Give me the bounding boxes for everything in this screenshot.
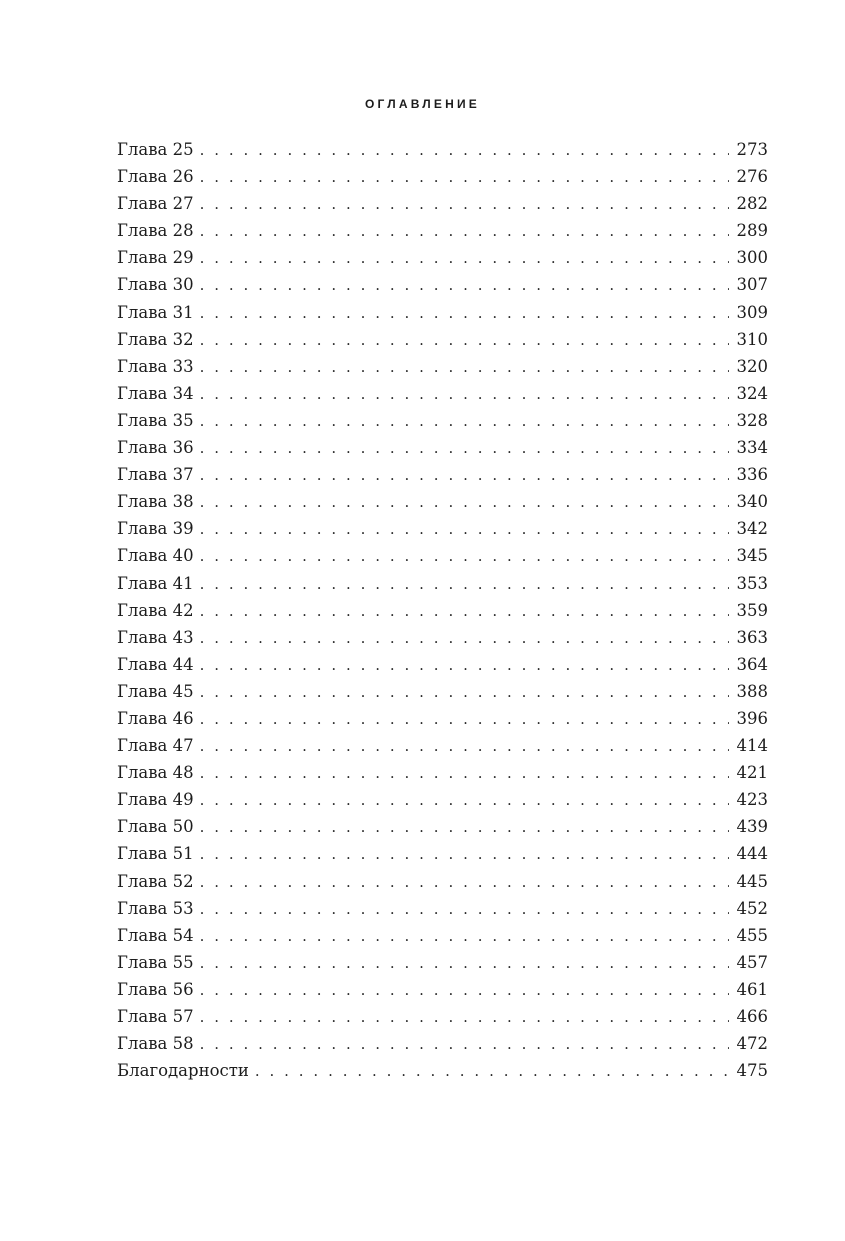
toc-entry-page-number: 336: [736, 465, 768, 485]
toc-entry[interactable]: [117, 515, 768, 542]
toc-list: [117, 136, 768, 1084]
toc-entry[interactable]: [117, 976, 768, 1003]
toc-entry[interactable]: [117, 1030, 768, 1057]
toc-entry-page-number: 457: [736, 952, 768, 972]
dot-leader: [200, 625, 729, 652]
toc-entry[interactable]: [117, 407, 768, 434]
toc-entry-page-number: 340: [736, 492, 768, 512]
toc-entry-page-number: 421: [736, 763, 768, 783]
toc-entry-page-number: 452: [736, 898, 768, 918]
toc-entry-title: Глава 42: [117, 600, 194, 620]
toc-entry[interactable]: [117, 597, 768, 624]
toc-entry[interactable]: [117, 1057, 768, 1084]
toc-entry-title: Глава 47: [117, 736, 194, 756]
toc-entry-page-number: 320: [736, 356, 768, 376]
toc-entry-page-number: 345: [736, 546, 768, 566]
toc-entry-page-number: 359: [736, 600, 768, 620]
dot-leader: [200, 571, 729, 598]
toc-entry-title: Глава 49: [117, 790, 194, 810]
toc-entry[interactable]: [117, 461, 768, 488]
toc-entry-title: Глава 27: [117, 194, 194, 214]
toc-entry[interactable]: [117, 759, 768, 786]
toc-entry[interactable]: [117, 380, 768, 407]
dot-leader: [200, 896, 729, 923]
dot-leader: [200, 516, 729, 543]
dot-leader: [200, 706, 729, 733]
toc-entry-title: Глава 51: [117, 844, 194, 864]
toc-entry[interactable]: [117, 786, 768, 813]
dot-leader: [200, 164, 729, 191]
dot-leader: [200, 300, 729, 327]
dot-leader: [200, 923, 729, 950]
toc-entry-title: Глава 39: [117, 519, 194, 539]
toc-entry-title: Глава 56: [117, 979, 194, 999]
toc-entry-page-number: 475: [736, 1061, 768, 1081]
toc-entry-page-number: 423: [736, 790, 768, 810]
toc-entry[interactable]: [117, 163, 768, 190]
toc-entry-page-number: 455: [736, 925, 768, 945]
toc-entry-page-number: 353: [736, 573, 768, 593]
dot-leader: [200, 598, 729, 625]
dot-leader: [200, 354, 729, 381]
toc-entry-title: Глава 43: [117, 627, 194, 647]
toc-entry[interactable]: [117, 705, 768, 732]
toc-entry[interactable]: [117, 353, 768, 380]
toc-entry-page-number: 310: [736, 329, 768, 349]
toc-entry-page-number: 334: [736, 438, 768, 458]
toc-entry[interactable]: [117, 244, 768, 271]
dot-leader: [200, 950, 729, 977]
toc-entry-page-number: 289: [736, 221, 768, 241]
toc-entry-title: Глава 34: [117, 383, 194, 403]
toc-entry[interactable]: [117, 488, 768, 515]
toc-entry[interactable]: [117, 434, 768, 461]
toc-entry-page-number: 273: [736, 140, 768, 159]
toc-entry[interactable]: [117, 678, 768, 705]
toc-entry[interactable]: [117, 271, 768, 298]
toc-entry-page-number: 444: [736, 844, 768, 864]
dot-leader: [200, 814, 729, 841]
dot-leader: [200, 462, 729, 489]
toc-entry-title: Глава 53: [117, 898, 194, 918]
dot-leader: [200, 733, 729, 760]
toc-entry-page-number: 461: [736, 979, 768, 999]
toc-entry-title: Глава 26: [117, 167, 194, 187]
toc-entry[interactable]: [117, 542, 768, 569]
toc-entry-title: Глава 48: [117, 763, 194, 783]
toc-entry-title: Глава 33: [117, 356, 194, 376]
toc-entry-page-number: 328: [736, 410, 768, 430]
toc-entry-title: Глава 29: [117, 248, 194, 268]
toc-heading: ОГЛАВЛЕНИЕ: [364, 97, 480, 111]
toc-entry[interactable]: [117, 840, 768, 867]
dot-leader: [200, 841, 729, 868]
toc-entry[interactable]: [117, 868, 768, 895]
toc-entry-title: Глава 31: [117, 302, 194, 322]
dot-leader: [200, 408, 729, 435]
toc-entry-title: Глава 35: [117, 410, 194, 430]
toc-entry-page-number: 309: [736, 302, 768, 322]
toc-entry-title: Глава 40: [117, 546, 194, 566]
toc-entry-title: Глава 37: [117, 465, 194, 485]
dot-leader: [200, 977, 729, 1004]
dot-leader: [200, 869, 729, 896]
toc-entry[interactable]: [117, 299, 768, 326]
dot-leader: [200, 191, 729, 218]
toc-entry-page-number: 307: [736, 275, 768, 295]
dot-leader: [200, 272, 729, 299]
toc-entry[interactable]: [117, 813, 768, 840]
toc-entry[interactable]: [117, 136, 768, 163]
dot-leader: [200, 543, 729, 570]
toc-entry-page-number: 342: [736, 519, 768, 539]
toc-entry-title: Благодарности: [117, 1061, 249, 1081]
toc-entry[interactable]: [117, 624, 768, 651]
toc-entry-page-number: 396: [736, 708, 768, 728]
toc-entry-title: Глава 41: [117, 573, 194, 593]
toc-entry-title: Глава 57: [117, 1007, 194, 1026]
toc-entry[interactable]: [117, 217, 768, 244]
toc-entry-title: Глава 54: [117, 925, 194, 945]
dot-leader: [255, 1058, 729, 1085]
dot-leader: [200, 218, 729, 245]
toc-entry[interactable]: [117, 895, 768, 922]
toc-entry[interactable]: [117, 732, 768, 759]
toc-entry-title: Глава 50: [117, 817, 194, 837]
toc-entry[interactable]: [117, 651, 768, 678]
dot-leader: [200, 787, 729, 814]
toc-entry[interactable]: [117, 190, 768, 217]
dot-leader: [200, 381, 729, 408]
toc-entry-page-number: 388: [736, 681, 768, 701]
toc-entry-title: Глава 46: [117, 708, 194, 728]
toc-entry-title: Глава 28: [117, 221, 194, 241]
toc-entry-title: Глава 38: [117, 492, 194, 512]
dot-leader: [200, 327, 729, 354]
toc-entry-title: Глава 45: [117, 681, 194, 701]
toc-entry-title: Глава 58: [117, 1034, 194, 1054]
toc-entry-page-number: 466: [736, 1007, 768, 1026]
dot-leader: [200, 245, 729, 272]
toc-entry[interactable]: [117, 326, 768, 353]
toc-entry-title: Глава 30: [117, 275, 194, 295]
toc-entry-page-number: 282: [736, 194, 768, 214]
toc-entry-title: Глава 44: [117, 654, 194, 674]
dot-leader: [200, 679, 729, 706]
toc-entry-page-number: 414: [736, 736, 768, 756]
dot-leader: [200, 137, 729, 164]
toc-entry[interactable]: [117, 922, 768, 949]
toc-entry-title: Глава 36: [117, 438, 194, 458]
toc-entry-title: Глава 32: [117, 329, 194, 349]
toc-entry-title: Глава 25: [117, 140, 194, 159]
toc-entry-page-number: 439: [736, 817, 768, 837]
toc-entry-title: Глава 52: [117, 871, 194, 891]
dot-leader: [200, 435, 729, 462]
toc-entry[interactable]: [117, 570, 768, 597]
dot-leader: [200, 760, 729, 787]
dot-leader: [200, 1004, 729, 1031]
toc-entry-page-number: 324: [736, 383, 768, 403]
toc-entry[interactable]: [117, 1003, 768, 1030]
toc-entry-page-number: 276: [736, 167, 768, 187]
toc-entry[interactable]: [117, 949, 768, 976]
toc-entry-title: Глава 55: [117, 952, 194, 972]
dot-leader: [200, 652, 729, 679]
toc-entry-page-number: 364: [736, 654, 768, 674]
dot-leader: [200, 489, 729, 516]
toc-entry-page-number: 300: [736, 248, 768, 268]
dot-leader: [200, 1031, 729, 1058]
toc-entry-page-number: 445: [736, 871, 768, 891]
toc-entry-page-number: 472: [736, 1034, 768, 1054]
toc-entry-page-number: 363: [736, 627, 768, 647]
